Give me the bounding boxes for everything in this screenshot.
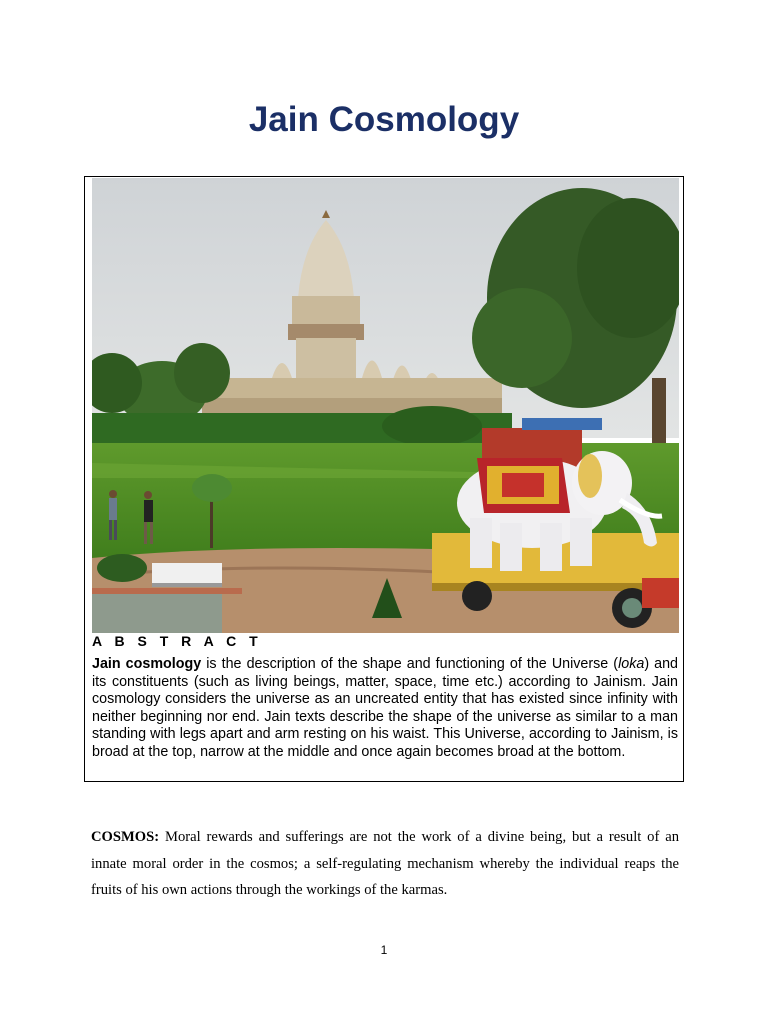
page-title: Jain Cosmology <box>248 100 520 139</box>
abstract-term: Jain cosmology <box>92 656 202 672</box>
abstract-text-part-2: ) and its constituents (such as living beings, matter, space, time etc.) according to Jainism. Jain cosmology considers the universe as an uncreated entity that has existed since infinity with neither beginning nor end. Jain texts describe the shape of the universe as similar to a man standing with legs apart and arm resting on his waist. This Universe, according to Jainism, is broad at the top, narrow at the middle and once again becomes broad at the bottom. <box>92 656 678 760</box>
abstract-paragraph <box>92 656 678 762</box>
cosmos-text: Moral rewards and sufferings are not the work of a divine being, but a result of an innate moral order in the cosmos; a self-regulating mechanism whereby the individual reaps the fruits of his own actions through the workings of the karmas. <box>91 829 679 898</box>
cosmos-paragraph <box>91 824 679 904</box>
page-number: 1 <box>380 943 388 957</box>
abstract-loka: loka <box>618 656 645 672</box>
abstract-box <box>84 176 684 782</box>
abstract-heading: A B S T R A C T <box>92 633 263 649</box>
temple-photo <box>92 178 679 633</box>
cosmos-label: COSMOS: <box>91 829 160 845</box>
abstract-text-part-1: is the description of the shape and functioning of the Universe ( <box>201 656 619 672</box>
